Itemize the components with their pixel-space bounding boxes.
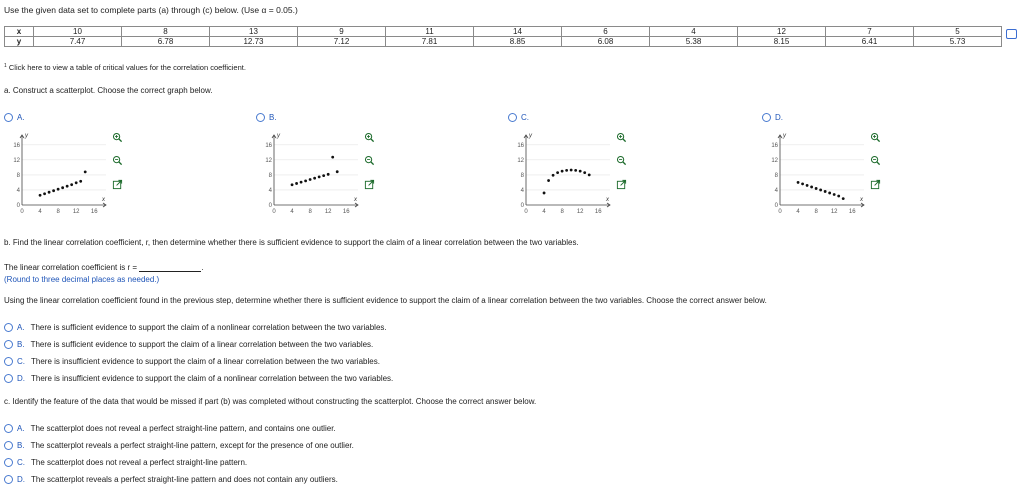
part-c-option-a[interactable] xyxy=(4,424,336,433)
x-tick-label: 8 xyxy=(814,209,818,215)
graph-option-c[interactable] xyxy=(508,113,529,122)
radio-button[interactable] xyxy=(4,113,13,122)
table-cell-x: 10 xyxy=(34,27,122,37)
data-point xyxy=(842,197,845,200)
part-c-option-c[interactable] xyxy=(4,458,247,467)
table-row-x xyxy=(5,27,1002,37)
y-tick-label: 12 xyxy=(517,157,524,164)
copy-data-icon[interactable] xyxy=(1006,29,1017,39)
radio-button[interactable] xyxy=(762,113,771,122)
table-cell-x: 5 xyxy=(914,27,1002,37)
y-header: y xyxy=(5,37,34,47)
x-tick-label: 8 xyxy=(560,209,564,215)
data-point xyxy=(561,170,564,173)
option-letter: B. xyxy=(17,441,25,450)
graph-option-b[interactable] xyxy=(256,113,277,122)
option-text: The scatterplot reveals a perfect straight-line pattern and does not contain any outliers. xyxy=(31,475,338,484)
r-suffix: . xyxy=(201,263,204,272)
option-label: A. xyxy=(17,113,25,122)
zoom-in-icon[interactable] xyxy=(112,132,123,143)
data-point xyxy=(75,181,78,184)
data-point xyxy=(837,195,840,198)
table-cell-y: 12.73 xyxy=(210,37,298,47)
data-point xyxy=(66,185,69,188)
x-tick-label: 16 xyxy=(342,209,350,215)
option-letter: A. xyxy=(17,424,25,433)
y-tick-label: 12 xyxy=(13,157,20,164)
radio-button[interactable] xyxy=(4,475,13,484)
x-tick-label: 12 xyxy=(72,209,80,215)
data-point xyxy=(313,177,316,180)
y-tick-label: 12 xyxy=(771,157,778,164)
y-tick-label: 8 xyxy=(16,172,20,179)
x-axis-name: x xyxy=(860,197,863,203)
table-row-y xyxy=(5,37,1002,47)
data-point xyxy=(322,174,325,177)
data-point xyxy=(819,189,822,192)
part-b-option-d[interactable] xyxy=(4,374,393,383)
data-point xyxy=(588,174,591,177)
table-cell-y: 5.73 xyxy=(914,37,1002,47)
table-cell-y: 6.08 xyxy=(562,37,650,47)
data-point xyxy=(583,171,586,174)
data-point xyxy=(304,179,307,182)
footnote-text: Click here to view a table of critical values for the correlation coefficient. xyxy=(8,63,246,72)
y-tick-label: 4 xyxy=(774,187,778,194)
radio-button[interactable] xyxy=(4,458,13,467)
radio-button[interactable] xyxy=(4,340,13,349)
x-tick-label: 4 xyxy=(290,209,294,215)
data-point xyxy=(84,170,87,173)
scatterplot-svg xyxy=(258,128,368,223)
data-point xyxy=(336,170,339,173)
scatterplot-option-c xyxy=(510,128,620,223)
option-letter: A. xyxy=(17,323,25,332)
y-tick-label: 16 xyxy=(13,142,20,149)
x-tick-label: 16 xyxy=(594,209,602,215)
data-point xyxy=(70,183,73,186)
option-letter: C. xyxy=(17,357,25,366)
x-tick-label: 12 xyxy=(576,209,584,215)
x-tick-label: 4 xyxy=(38,209,42,215)
table-cell-y: 8.15 xyxy=(738,37,826,47)
y-axis-name: y xyxy=(529,133,532,139)
data-point xyxy=(797,181,800,184)
table-cell-x: 4 xyxy=(650,27,738,37)
part-c-option-d[interactable] xyxy=(4,475,338,484)
part-b-option-c[interactable] xyxy=(4,357,380,366)
data-point xyxy=(48,191,51,194)
y-axis-name: y xyxy=(25,133,28,139)
data-point xyxy=(552,174,555,177)
y-tick-label: 8 xyxy=(520,172,524,179)
zoom-out-icon[interactable] xyxy=(364,155,375,166)
footnote-marker: 1 xyxy=(4,63,7,69)
option-text: There is sufficient evidence to support the claim of a linear correlation between the two variables. xyxy=(30,340,374,349)
data-point xyxy=(43,192,46,195)
table-cell-y: 8.85 xyxy=(474,37,562,47)
data-point xyxy=(52,189,55,192)
y-tick-label: 8 xyxy=(268,172,272,179)
part-b-option-b[interactable] xyxy=(4,340,373,349)
data-point xyxy=(801,183,804,186)
data-point xyxy=(579,170,582,173)
y-tick-label: 4 xyxy=(16,187,20,194)
option-letter: B. xyxy=(17,340,25,349)
radio-button[interactable] xyxy=(4,374,13,383)
x-axis-name: x xyxy=(102,197,105,203)
y-tick-label: 8 xyxy=(774,172,778,179)
data-point xyxy=(824,190,827,193)
y-tick-label: 16 xyxy=(265,142,272,149)
y-axis-name: y xyxy=(277,133,280,139)
data-point xyxy=(833,193,836,196)
data-point xyxy=(570,169,573,172)
x-tick-label: 16 xyxy=(90,209,98,215)
y-tick-label: 0 xyxy=(774,203,778,209)
option-text: There is insufficient evidence to support the claim of a linear correlation between the two variables. xyxy=(31,357,380,366)
data-point xyxy=(331,156,334,159)
data-point xyxy=(300,181,303,184)
x-tick-label: 8 xyxy=(308,209,312,215)
data-point xyxy=(574,169,577,172)
radio-button[interactable] xyxy=(4,424,13,433)
y-tick-label: 0 xyxy=(16,203,20,209)
radio-button[interactable] xyxy=(4,323,13,332)
option-letter: C. xyxy=(17,458,25,467)
x-tick-label: 4 xyxy=(542,209,546,215)
y-axis-name: y xyxy=(783,133,786,139)
data-point xyxy=(57,188,60,191)
critical-values-link[interactable] xyxy=(4,63,246,72)
x-tick-label: 12 xyxy=(830,209,838,215)
scatterplot-svg xyxy=(764,128,874,223)
zoom-in-icon[interactable] xyxy=(616,132,627,143)
scatterplot-option-b xyxy=(258,128,368,223)
x-tick-label: 0 xyxy=(524,209,528,215)
table-cell-x: 8 xyxy=(122,27,210,37)
scatterplot-option-a xyxy=(6,128,116,223)
data-point xyxy=(61,186,64,189)
popout-icon[interactable] xyxy=(112,179,123,190)
graph-option-d[interactable] xyxy=(762,113,783,122)
option-text: The scatterplot reveals a perfect straight-line pattern, except for the presence of one outlier. xyxy=(30,441,354,450)
zoom-in-icon[interactable] xyxy=(364,132,375,143)
data-point xyxy=(556,171,559,174)
table-cell-x: 13 xyxy=(210,27,298,37)
x-tick-label: 0 xyxy=(20,209,24,215)
y-tick-label: 16 xyxy=(517,142,524,149)
data-point xyxy=(327,173,330,176)
radio-button[interactable] xyxy=(256,113,265,122)
zoom-out-icon[interactable] xyxy=(112,155,123,166)
table-cell-x: 11 xyxy=(386,27,474,37)
y-tick-label: 12 xyxy=(265,157,272,164)
table-cell-x: 6 xyxy=(562,27,650,37)
round-note: (Round to three decimal places as needed.) xyxy=(4,275,160,284)
x-tick-label: 0 xyxy=(778,209,782,215)
graph-option-a[interactable] xyxy=(4,113,25,122)
table-cell-x: 9 xyxy=(298,27,386,37)
x-tick-label: 8 xyxy=(56,209,60,215)
option-label: C. xyxy=(521,113,529,122)
option-label: B. xyxy=(269,113,277,122)
data-point xyxy=(295,182,298,185)
table-cell-x: 14 xyxy=(474,27,562,37)
option-text: The scatterplot does not reveal a perfect straight-line pattern. xyxy=(31,458,248,467)
data-point xyxy=(309,178,312,181)
y-tick-label: 0 xyxy=(268,203,272,209)
y-tick-label: 4 xyxy=(268,187,272,194)
data-point xyxy=(806,184,809,187)
x-tick-label: 0 xyxy=(272,209,276,215)
part-c-prompt: c. Identify the feature of the data that would be missed if part (b) was completed without constructing the scatterplot. Choose the correct answer below. xyxy=(4,397,537,406)
data-point xyxy=(810,186,813,189)
radio-button[interactable] xyxy=(4,357,13,366)
zoom-out-icon[interactable] xyxy=(870,155,881,166)
table-cell-y: 6.78 xyxy=(122,37,210,47)
option-label: D. xyxy=(775,113,783,122)
data-point xyxy=(291,183,294,186)
popout-icon[interactable] xyxy=(364,179,375,190)
table-cell-y: 5.38 xyxy=(650,37,738,47)
y-tick-label: 0 xyxy=(520,203,524,209)
data-point xyxy=(318,175,321,178)
zoom-in-icon[interactable] xyxy=(870,132,881,143)
table-cell-x: 7 xyxy=(826,27,914,37)
r-answer-input[interactable] xyxy=(139,263,204,272)
x-header: x xyxy=(5,27,34,37)
x-tick-label: 12 xyxy=(324,209,332,215)
data-point xyxy=(828,192,831,195)
r-prompt: The linear correlation coefficient is r = xyxy=(4,263,138,272)
data-point xyxy=(543,192,546,195)
question-intro: Use the given data set to complete parts (a) through (c) below. (Use α = 0.05.) xyxy=(4,5,298,15)
table-cell-y: 6.41 xyxy=(826,37,914,47)
popout-icon[interactable] xyxy=(616,179,627,190)
option-letter: D. xyxy=(17,374,25,383)
option-letter: D. xyxy=(17,475,25,484)
table-cell-y: 7.81 xyxy=(386,37,474,47)
using-prompt: Using the linear correlation coefficient found in the previous step, determine whether there is sufficient evidence to support the claim of a linear correlation between the two variables. Choose the correct answer below. xyxy=(4,296,767,305)
data-point xyxy=(547,179,550,182)
data-point xyxy=(79,180,82,183)
x-axis-name: x xyxy=(354,197,357,203)
table-cell-y: 7.47 xyxy=(34,37,122,47)
part-c-option-b[interactable] xyxy=(4,441,354,450)
option-text: There is sufficient evidence to support the claim of a nonlinear correlation between the two variables. xyxy=(30,323,387,332)
popout-icon[interactable] xyxy=(870,179,881,190)
scatterplot-svg xyxy=(6,128,116,223)
x-tick-label: 4 xyxy=(796,209,800,215)
data-table xyxy=(4,26,1002,47)
r-input-line xyxy=(4,263,204,272)
scatterplot-svg xyxy=(510,128,620,223)
option-text: There is insufficient evidence to support the claim of a nonlinear correlation between the two variables. xyxy=(31,374,394,383)
x-axis-name: x xyxy=(606,197,609,203)
x-tick-label: 16 xyxy=(848,209,856,215)
table-cell-y: 7.12 xyxy=(298,37,386,47)
radio-button[interactable] xyxy=(4,441,13,450)
data-point xyxy=(815,187,818,190)
data-point xyxy=(565,169,568,172)
zoom-out-icon[interactable] xyxy=(616,155,627,166)
y-tick-label: 16 xyxy=(771,142,778,149)
radio-button[interactable] xyxy=(508,113,517,122)
y-tick-label: 4 xyxy=(520,187,524,194)
part-a-prompt: a. Construct a scatterplot. Choose the correct graph below. xyxy=(4,86,213,95)
table-cell-x: 12 xyxy=(738,27,826,37)
scatterplot-option-d xyxy=(764,128,874,223)
part-b-prompt: b. Find the linear correlation coefficient, r, then determine whether there is sufficient evidence to support the claim of a linear correlation between the two variables. xyxy=(4,238,579,247)
option-text: The scatterplot does not reveal a perfect straight-line pattern, and contains one outlier. xyxy=(30,424,336,433)
part-b-option-a[interactable] xyxy=(4,323,387,332)
data-point xyxy=(39,194,42,197)
